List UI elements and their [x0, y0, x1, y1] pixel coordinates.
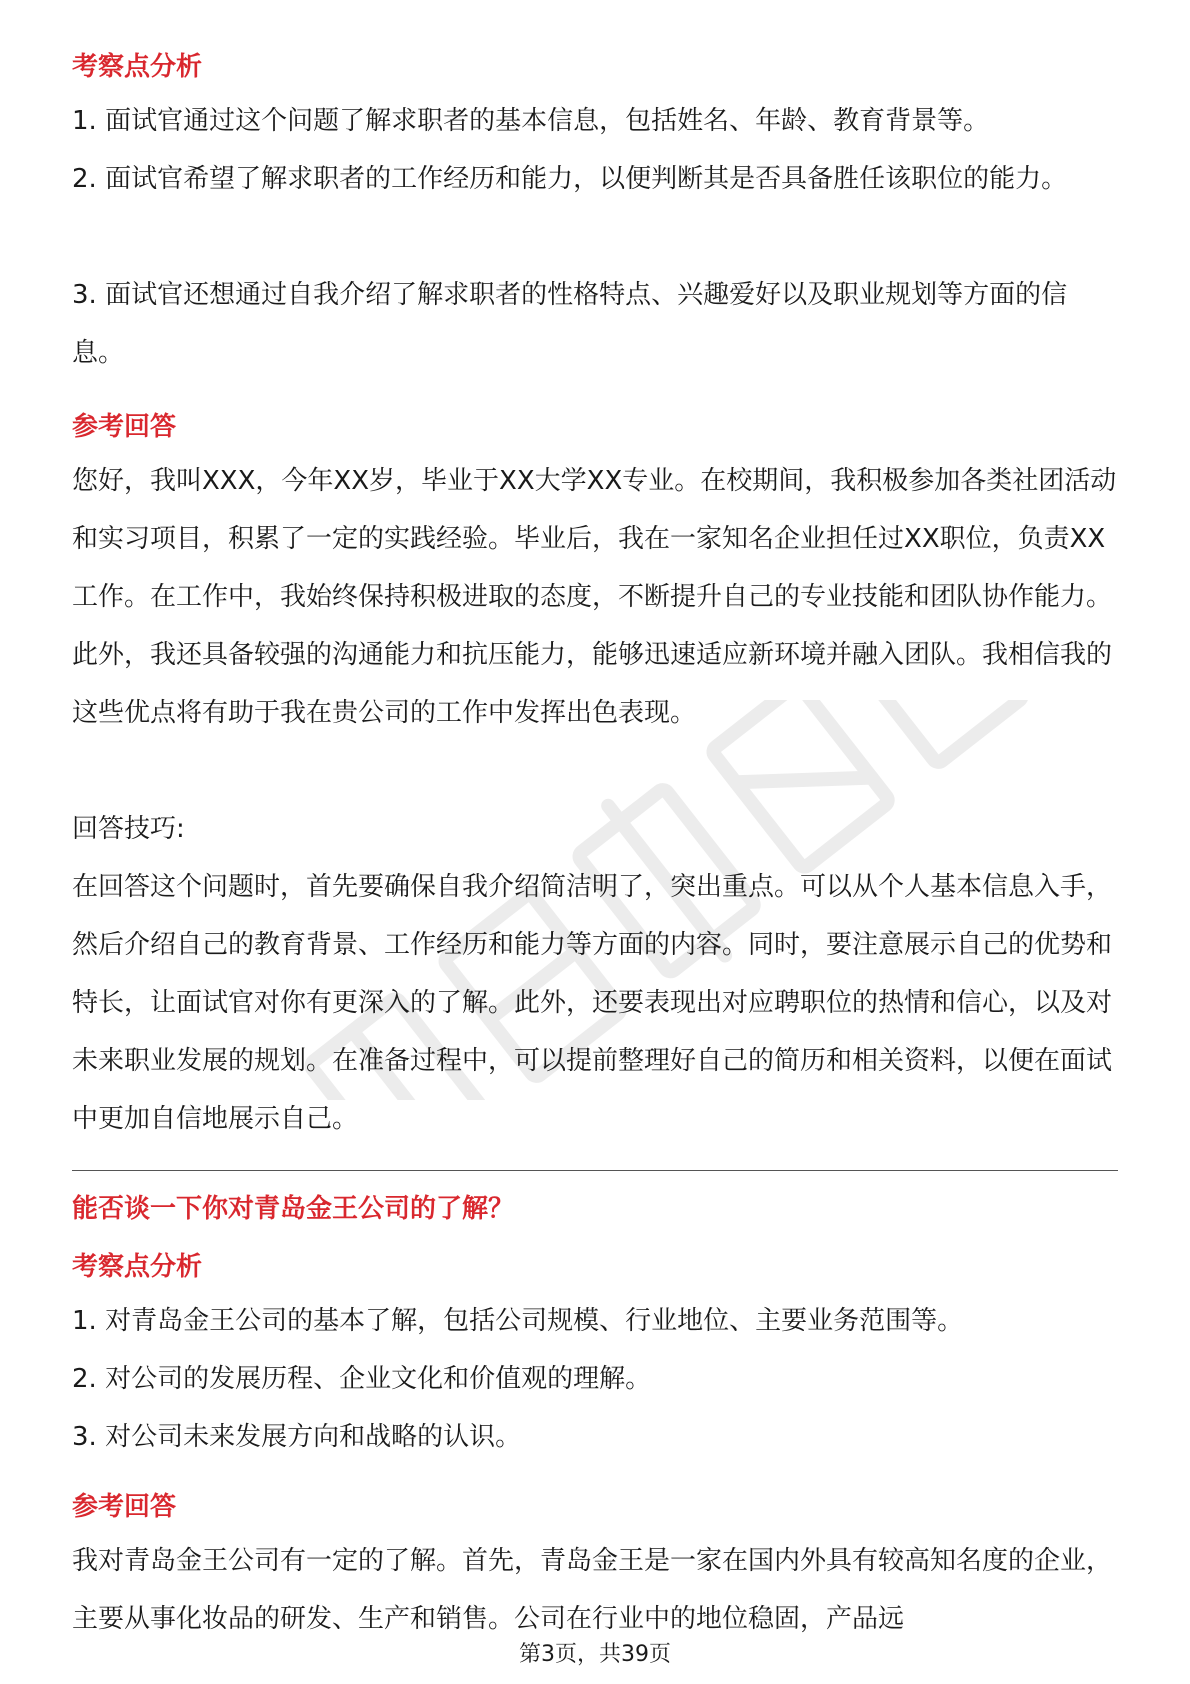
- analysis-item-2-2: 2. 对公司的发展历程、企业文化和价值观的理解。: [72, 1364, 652, 1394]
- tips-paragraph: 在回答这个问题时，首先要确保自我介绍简洁明了，突出重点。可以从个人基本信息入手，然后介绍自己的教育背景、工作经历和能力等方面的内容。同时，要注意展示自己的优势和特长，让面试官对你有更深入的了解。此外，还要表现出对应聘职位的热情和信心，以及对未来职业发展的规划。在准备过程中，可以提前整理好自己的简历和相关资料，以便在面试中更加自信地展示自己。: [72, 872, 1113, 1134]
- analysis-item-2-1: 1. 对青岛金王公司的基本了解，包括公司规模、行业地位、主要业务范围等。: [72, 1306, 964, 1336]
- answer-heading-2: 参考回答: [72, 1492, 177, 1522]
- page-number: 第3页，共39页: [519, 1642, 671, 1667]
- answer-paragraph-2: 我对青岛金王公司有一定的了解。首先，青岛金王是一家在国内外具有较高知名度的企业，主要从事化妆品的研发、生产和销售。公司在行业中的地位稳固，产品远: [72, 1546, 1113, 1634]
- analysis-item-2: 2. 面试官希望了解求职者的工作经历和能力，以便判断其是否具备胜任该职位的能力。: [72, 164, 1068, 194]
- answer-heading: 参考回答: [72, 412, 177, 442]
- analysis-heading-2: 考察点分析: [72, 1252, 203, 1282]
- analysis-item-2-3: 3. 对公司未来发展方向和战略的认识。: [72, 1422, 522, 1452]
- analysis-item-1: 1. 面试官通过这个问题了解求职者的基本信息，包括姓名、年龄、教育背景等。: [72, 106, 990, 136]
- section-divider: [72, 1170, 1118, 1171]
- question-title: 能否谈一下你对青岛金王公司的了解？: [72, 1194, 515, 1224]
- analysis-item-3: 3. 面试官还想通过自我介绍了解求职者的性格特点、兴趣爱好以及职业规划等方面的信息。: [72, 280, 1068, 368]
- answer-paragraph: 您好，我叫XXX，今年XX岁，毕业于XX大学XX专业。在校期间，我积极参加各类社团活动和实习项目，积累了一定的实践经验。毕业后，我在一家知名企业担任过XX职位，负责XX工作。在工作中，我始终保持积极进取的态度，不断提升自己的专业技能和团队协作能力。此外，我还具备较强的沟通能力和抗压能力，能够迅速适应新环境并融入团队。我相信我的这些优点将有助于我在贵公司的工作中发挥出色表现。: [72, 466, 1117, 728]
- analysis-heading: 考察点分析: [72, 52, 203, 82]
- tips-label: 回答技巧:: [72, 814, 185, 844]
